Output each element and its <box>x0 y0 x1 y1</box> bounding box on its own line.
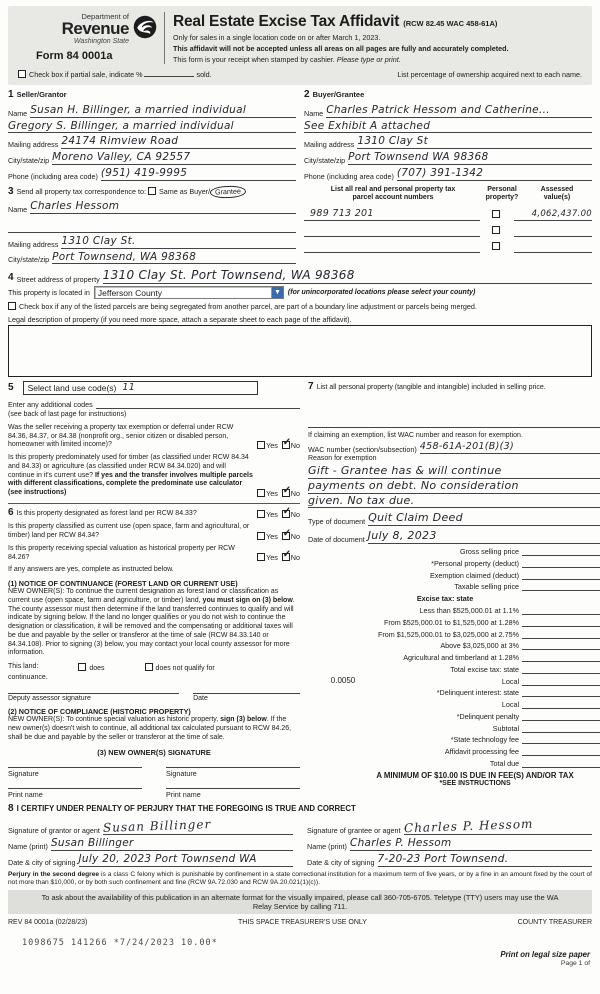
grantee-circled-annotation: Grantee <box>210 185 246 198</box>
county-selected-value: Jefferson County <box>97 287 163 298</box>
section-7-number: 7 <box>308 381 314 393</box>
timber-question-bold: If yes and the transfer involves multiple parcels with different classifications, complete the predominate use calculator (see instructions) <box>8 471 253 497</box>
tax-row-label: Local <box>501 700 520 709</box>
certify-statement: I CERTIFY UNDER PENALTY OF PERJURY THAT THE FOREGOING IS TRUE AND CORRECT <box>16 803 356 813</box>
parcel-header-3a: Assessed <box>540 185 574 193</box>
grantor-signature-label: Signature of grantor or agent <box>8 826 100 836</box>
grantor-print-input[interactable] <box>51 838 293 851</box>
q2-no-checkbox[interactable]: ✓ <box>282 484 292 496</box>
correspondence-name-input[interactable] <box>30 201 296 214</box>
legal-description-label: Legal description of property (if you need more space, attach a separate sheet to each page of the affidavit). <box>8 315 352 325</box>
seller-phone-value: (951) 419-9995 <box>100 166 188 179</box>
tax-row <box>308 711 600 721</box>
tax-row-amount <box>522 652 600 662</box>
q3-no-checkbox[interactable]: ✓ <box>282 506 292 518</box>
does-not-checkbox[interactable] <box>145 663 153 671</box>
tax-row-label: *Personal property (deduct) <box>431 558 520 568</box>
tax-row <box>308 605 600 615</box>
yes-label: Yes <box>266 441 278 451</box>
q1-yes-checkbox[interactable] <box>257 441 265 449</box>
tax-row-label: Less than $525,000.01 at 1.1% <box>419 606 520 615</box>
q4-yes-checkbox[interactable] <box>257 532 265 540</box>
tax-row <box>308 699 600 709</box>
tax-row-label: Above $3,025,000 at 3% <box>440 641 520 651</box>
page-title: Real Estate Excise Tax Affidavit <box>173 13 400 30</box>
correspondence-name-value: Charles Hessom <box>30 200 120 213</box>
partial-sale-percent-input[interactable] <box>144 76 194 77</box>
tax-row <box>308 734 600 744</box>
date-of-document-input[interactable] <box>368 529 600 544</box>
tax-row <box>308 652 600 662</box>
excise-tax-state-header: Excise tax: state <box>416 594 474 604</box>
tax-row-amount <box>522 734 600 744</box>
assessed-value-value: 4,062,437.00 <box>531 209 592 220</box>
grantor-print-label: Name (print) <box>8 842 48 852</box>
tax-row-amount <box>522 581 600 591</box>
tax-row-amount <box>522 640 600 650</box>
this-land-label: This land: <box>8 663 39 671</box>
does-label: does <box>89 665 105 673</box>
tax-row-amount <box>522 546 600 556</box>
buyer-mailing-label: Mailing address <box>304 140 355 150</box>
seller-city-input[interactable] <box>52 152 296 165</box>
assessed-value-input[interactable] <box>514 243 592 253</box>
buyer-name-label: Name <box>304 108 324 118</box>
correspondence-mailing-input[interactable] <box>61 236 296 249</box>
grantee-date-value: 7-20-23 Port Townsend. <box>377 853 509 866</box>
tax-row <box>308 746 600 756</box>
perjury-statement <box>8 871 592 887</box>
parcel-number-input[interactable] <box>304 243 480 253</box>
cashier-stamp: 1098675 141266 *7/24/2023 10.00* <box>22 937 218 948</box>
tax-row-amount <box>522 758 600 768</box>
parcel-header-2b: property? <box>485 194 519 202</box>
tax-row-label: From $525,000.01 to $1,525,000 at 1.28% <box>383 617 520 627</box>
correspondence-city-value: Port Townsend, WA 98368 <box>52 250 197 263</box>
parcel-number-input[interactable] <box>304 208 480 221</box>
seller-mailing-input[interactable] <box>61 136 296 149</box>
perjury-bold: Perjury in the second degree <box>8 870 100 878</box>
tax-row-label: *Delinquent interest: state <box>436 688 520 698</box>
buyer-name2-input[interactable] <box>304 121 592 134</box>
grantee-date-label: Date & city of signing <box>307 857 375 867</box>
reason-line: payments on debt. No consideration <box>308 478 519 492</box>
seller-city-label: City/state/zip <box>8 155 50 165</box>
land-use-section: 5 Select land use code(s) 11 Enter any additional codes (see back of last page for instructions) Was the seller receiving a property tax exemption or deferral under RCW 84.36, 84.37, or 84.38 (nonprofit org., senior citizen or disabled person, homeowner with limited income)? Yes ✓ No Is this property predominately used for timber (as classified under RCW 84.34 and 84.33) or agriculture (as classified under RCW 84.34.020) and will continue in it's current use? If yes and the transfer involves multiple parcels with different classifications, complete the predominate use calculator (see instructions) Yes ✓ No <box>8 381 300 498</box>
exemption-deferral-question: Was the seller receiving a property tax exemption or deferral under RCW 84.36, 84.37, or 84.38 (nonprofit org., senior citizen or disabled person, homeowner with limited income)? <box>8 423 234 449</box>
seller-mailing-label: Mailing address <box>8 140 59 150</box>
forest-land-question: Is this property designated as forest land per RCW 84.33? <box>16 509 197 517</box>
buyer-mailing-input[interactable] <box>357 136 592 149</box>
tax-computation-table <box>308 546 600 789</box>
buyer-name-value: Charles Patrick Hessom and Catherine... <box>326 103 550 116</box>
grantee-signature-value: Charles P. Hessom <box>403 817 534 836</box>
grantee-print-value: Charles P. Hessom <box>349 837 452 850</box>
tax-row <box>308 675 600 685</box>
section-8-number: 8 <box>8 802 14 814</box>
dor-swirl-icon <box>132 14 158 40</box>
section-1-number: 1 <box>8 89 14 101</box>
same-as-label: Same as Buyer/ <box>158 186 211 196</box>
notice-compliance-bold: sign (3) below <box>220 716 267 724</box>
notice-continuance-bold: you must sign on (3) below <box>202 596 293 604</box>
q2-yes-checkbox[interactable] <box>257 489 265 497</box>
tax-row <box>308 546 600 556</box>
reason-lines[interactable] <box>308 464 600 508</box>
owner-signature-line-2[interactable]: Signature <box>166 767 300 778</box>
tax-row-amount <box>522 746 600 756</box>
date-of-document-value: July 8, 2023 <box>367 529 437 542</box>
certification-section <box>8 803 592 867</box>
timber-question: Is this property predominately used for timber (as classified under RCW 84.34 and 84.33) or agriculture (as classified under RCW 84.34.020) and will continue in it's current use? <box>8 454 249 479</box>
header-note-2: This affidavit will not be accepted unless all areas on all pages are fully and accurately completed. <box>173 44 509 54</box>
buyer-city-label: City/state/zip <box>304 155 346 165</box>
located-in-label: This property is located in <box>8 288 90 298</box>
type-of-document-input[interactable] <box>368 511 600 526</box>
seller-city-value: Moreno Valley, CA 92557 <box>52 151 191 164</box>
see-instructions-note: *SEE INSTRUCTIONS <box>439 780 511 788</box>
parcel-number-input[interactable] <box>304 227 480 237</box>
exemption-note: If claiming an exemption, list WAC number and reason for exemption. <box>308 431 523 439</box>
form-number: Form 84 0001a <box>36 50 113 63</box>
parcel-header-1b: parcel account numbers <box>352 194 434 202</box>
chevron-down-icon[interactable]: ▼ <box>271 287 283 298</box>
historic-property-question: Is this property receiving special valuation as historical property per RCW 84.26? <box>8 544 235 561</box>
tax-row <box>308 722 600 732</box>
county-treasurer-label: COUNTY TREASURER <box>517 919 592 927</box>
buyer-name2-value: See Exhibit A attached <box>304 119 431 132</box>
q5-yes-checkbox[interactable] <box>257 553 265 561</box>
parcel-row <box>304 242 592 253</box>
correspondence-label: Send all property tax correspondence to: <box>16 186 147 196</box>
q5-no-checkbox[interactable]: ✓ <box>282 549 292 561</box>
current-use-question: Is this property classified as current use (open space, farm and agricultural, or timber) land per RCW 84.34? <box>8 523 250 540</box>
form-header <box>8 6 592 85</box>
tax-row <box>308 628 600 638</box>
print-legal-size-note: Print on legal size paper <box>500 949 590 959</box>
tax-row-label: Affidavit processing fee <box>444 747 520 756</box>
tax-row-amount <box>522 569 600 579</box>
partial-sale-checkbox[interactable] <box>18 70 26 78</box>
grantee-print-input[interactable] <box>350 838 592 851</box>
tax-correspondence-section <box>8 186 296 265</box>
tax-row-amount <box>522 664 600 674</box>
instructions-note: (see back of last page for instructions) <box>8 411 127 419</box>
reason-line: Gift - Grantee has & will continue <box>308 464 502 477</box>
buyer-name-input[interactable] <box>326 105 592 118</box>
if-yes-note: If any answers are yes, complete as instructed below. <box>8 566 174 574</box>
seller-mailing-value: 24174 Rimview Road <box>61 135 179 148</box>
parcel-row <box>304 208 592 221</box>
tax-row-label: From $1,525,000.01 to $3,025,000 at 2.75% <box>378 629 520 639</box>
tax-row-amount <box>522 605 600 615</box>
owner-print-name-line-1[interactable]: Print name <box>8 788 142 799</box>
property-address-section <box>8 268 592 377</box>
grantee-date-input[interactable] <box>378 854 592 867</box>
legal-description-input[interactable] <box>8 325 592 377</box>
new-owners-signature-title: (3) NEW OWNER(S) SIGNATURE <box>97 747 211 757</box>
section-2-number: 2 <box>304 89 310 101</box>
additional-codes-label: Enter any additional codes <box>8 400 93 410</box>
seller-phone-label: Phone (including area code) <box>8 171 98 181</box>
seller-name-value: Susan H. Billinger, a married individual <box>30 103 247 116</box>
does-checkbox[interactable] <box>78 663 86 671</box>
parcel-header-1a: List all real and personal property tax <box>330 185 456 193</box>
parcel-rows <box>304 208 592 252</box>
tax-row <box>308 569 600 579</box>
county-note: (for unincorporated locations please select your county) <box>287 288 476 296</box>
correspondence-name2-input[interactable] <box>8 224 296 233</box>
sold-label: sold. <box>196 70 212 80</box>
tax-row-amount <box>522 628 600 638</box>
buyer-grantee-section <box>304 89 592 180</box>
parcel-row <box>304 226 592 237</box>
q1-no-checkbox[interactable]: ✓ <box>282 437 292 449</box>
buyer-mailing-value: 1310 Clay St <box>357 135 429 148</box>
wac-number-input[interactable] <box>420 441 600 454</box>
tax-row-label: Gross selling price <box>459 547 520 556</box>
grantee-signature-input[interactable] <box>404 819 592 835</box>
notice-continuance-title: (1) NOTICE OF CONTINUANCE (FOREST LAND OR CURRENT USE) <box>8 579 238 589</box>
additional-codes-input[interactable] <box>96 400 300 409</box>
correspondence-name-label: Name <box>8 204 28 214</box>
street-address-label: Street address of property <box>16 275 100 285</box>
grantor-print-value: Susan Billinger <box>50 837 134 850</box>
owner-signature-line-1[interactable]: Signature <box>8 767 142 778</box>
reason-for-exemption-label: Reason for exemption <box>308 455 377 463</box>
section-2-title: Buyer/Grantee <box>312 90 365 100</box>
page-number: Page 1 of <box>560 959 590 967</box>
seller-name2-input[interactable] <box>8 121 296 134</box>
rev-number: REV 84 0001a (02/28/23) <box>8 919 88 927</box>
correspondence-city-label: City/state/zip <box>8 255 50 265</box>
parcel-number-value: 989 713 201 <box>310 208 374 220</box>
personal-property-section <box>308 381 600 799</box>
section-6-number: 6 <box>8 506 14 518</box>
wac-number-label: WAC number (section/subsection) <box>308 445 417 455</box>
perjury-rest: is a class C felony which is punishable by confinement in a state correctional institution for a maximum term of five years, or by a fine in an amount fixed by the court of not more than $10,000, or by both such confinement and fine (RCW 9A.72.030 and RCW 9A.20.021(1)(c)). <box>8 870 593 886</box>
tax-row <box>308 687 600 697</box>
grantee-print-label: Name (print) <box>307 842 347 852</box>
type-of-document-label: Type of document <box>308 517 366 526</box>
notice-continuance-body2: . The county assessor must then determine if the land transferred continues to qualify and will indicate by signing below. If the land no longer qualifies or you do not wish to continue the designation or classification, it will be removed and the compensating or additional taxes will be due and payable by the seller or transferor at the time of sale (RCW 84.33.140 or 84.34.108). Prior to signing (3) below, you may contact your local county assessor for more information. <box>8 596 295 657</box>
assessed-value-input[interactable] <box>514 209 592 221</box>
tax-row <box>308 581 600 591</box>
grantor-date-input[interactable] <box>79 854 293 867</box>
tax-row <box>308 558 600 568</box>
minimum-due-note: A MINIMUM OF $10.00 IS DUE IN FEE(S) AND/OR TAX <box>376 770 574 780</box>
assessed-value-input[interactable] <box>514 227 592 237</box>
tax-row-label: Taxable selling price <box>454 582 520 592</box>
wac-number-value: 458-61A-201(B)(3) <box>419 441 514 453</box>
segregated-label: Check box if any of the listed parcels are being segregated from another parcel, are part of a boundary line adjustment or parcels being merged. <box>19 302 477 312</box>
grantor-date-value: July 20, 2023 Port Townsend WA <box>78 853 257 866</box>
accessibility-note: To ask about the availability of this publication in an alternate format for the visually impaired, please call 360-705-6705. Teletype (TTY) users may use the WA Relay Service by calling 711. <box>8 890 592 915</box>
section-1-title: Seller/Grantor <box>16 90 67 100</box>
forest-land-section: 6 Is this property designated as forest land per RCW 84.33? Yes ✓ No Is this property classified as current use (open space, farm and agricultural, or timber) land per RCW 84.34? Yes ✓ No Is this property receiving special valuation as historical property per RCW 84.26? Yes ✓ No If any answers are yes, complete as instructed below. (1) NOTICE OF CONTINUANCE (FOREST LAND OR CURRENT USE) NEW OWNER(S): To continue the current designation as forest land or classification as current use (open space, farm and agriculture, or timber) land, you must sign on (3) below. The county assessor must then determine if the land transferred continues to qualify and will indicate by signing below. If the land no longer qualifies or you do not wish to continue the designation or classification, it will be removed and the compensating or additional taxes will be due and payable by the seller or transferor at the time of sale (RCW 84.33.140 or 84.34.108). Prior to signing (3) below, you may contact your local county assessor for more information. This land: does does not qualify for continuance. Deputy assessor signature Date (2) NOTICE OF COMPLIANCE (HISTORIC PROPERTY) NEW OWNER(S): To continue special valuation as historic property, sign (3) below. If the new owner(s) doesn't wish to continue, all additional tax calculated pursuant to RCW 84.26, shall be due and payable by the seller or transferor at the time of sale. (3) NEW OWNER(S) SIGNATURE Signature Signature Print name Print name <box>8 506 300 799</box>
seller-name-label: Name <box>8 108 28 118</box>
buyer-city-value: Port Townsend WA 98368 <box>348 151 489 164</box>
land-use-label: Select land use code(s) <box>27 382 117 393</box>
buyer-city-input[interactable] <box>348 152 592 165</box>
date-of-document-label: Date of document <box>308 534 365 544</box>
tax-row-amount <box>522 722 600 732</box>
buyer-phone-label: Phone (including area code) <box>304 171 394 181</box>
continuance-label: continuance. <box>8 673 48 681</box>
grantor-date-label: Date & city of signing <box>8 857 76 867</box>
header-note-1: Only for sales in a single location code on or after March 1, 2023. <box>173 33 381 43</box>
section-5-number: 5 <box>8 381 14 393</box>
tax-row <box>308 664 600 674</box>
street-address-input[interactable] <box>103 268 592 284</box>
tax-row-label: Local <box>501 676 520 686</box>
street-address-value: 1310 Clay St. Port Townsend, WA 98368 <box>102 268 355 283</box>
parcel-numbers-section <box>304 186 592 265</box>
tax-row-amount <box>522 617 600 627</box>
tax-row <box>308 640 600 650</box>
section-4-number: 4 <box>8 271 14 283</box>
personal-property-checkbox[interactable] <box>492 242 500 250</box>
correspondence-mailing-label: Mailing address <box>8 239 59 249</box>
grantor-signature-value: Susan Billinger <box>102 817 212 836</box>
tax-row-label: *Delinquent penalty <box>456 711 520 721</box>
tax-row-amount <box>522 699 600 709</box>
notice-continuance-body: NEW OWNER(S): To continue the current designation as forest land or classification as current use (open space, farm and agriculture, or timber) land, <box>8 588 279 604</box>
land-use-code-select[interactable] <box>23 381 258 395</box>
parcel-header-3b: value(s) <box>543 194 571 202</box>
section-3-number: 3 <box>8 185 14 197</box>
q3-yes-checkbox[interactable] <box>257 510 265 518</box>
seller-name2-value: Gregory S. Billinger, a married individual <box>8 119 234 132</box>
dor-logo <box>16 12 164 64</box>
ownership-note: List percentage of ownership acquired next to each name. <box>397 70 582 80</box>
land-use-value: 11 <box>122 382 136 394</box>
does-not-label: does not qualify for <box>155 665 215 673</box>
county-dropdown[interactable] <box>94 286 284 299</box>
seller-grantor-section <box>8 89 296 180</box>
q4-no-checkbox[interactable]: ✓ <box>282 527 292 539</box>
header-note-3-italic: Please type or print. <box>336 55 401 65</box>
reason-line: given. No tax due. <box>308 493 415 507</box>
owner-print-name-line-2[interactable]: Print name <box>166 788 300 799</box>
dept-of-label: Department of <box>81 12 129 21</box>
correspondence-city-input[interactable] <box>52 252 296 265</box>
tax-row-label: Agricultural and timberland at 1.28% <box>403 653 520 662</box>
no-label: No <box>290 441 300 451</box>
tax-row-label: Total excise tax: state <box>450 664 520 674</box>
seller-name-input[interactable] <box>30 105 296 118</box>
revenue-wordmark: Revenue <box>61 19 129 39</box>
notice-compliance-body2: . If the new owner(s) doesn't wish to continue, all additional tax calculated pursuant to RCW 84.26, shall be due and payable by the seller or transferor at the time of sale. <box>8 716 292 741</box>
parcel-header-2a: Personal <box>487 185 517 193</box>
deputy-assessor-signature-line[interactable]: Deputy assessor signature <box>8 693 179 704</box>
personal-property-label: List all personal property (tangible and intangible) included in selling price. <box>316 384 546 392</box>
treasurer-use-label: THIS SPACE TREASURER'S USE ONLY <box>238 919 367 927</box>
deputy-date-line[interactable]: Date <box>193 693 300 704</box>
personal-property-input[interactable] <box>308 394 600 428</box>
grantor-signature-input[interactable] <box>103 819 293 835</box>
tax-row-label: Exemption claimed (deduct) <box>429 570 520 580</box>
tax-row <box>308 758 600 768</box>
tax-row <box>308 617 600 627</box>
personal-property-checkbox[interactable] <box>492 226 500 234</box>
personal-property-checkbox[interactable] <box>492 210 500 218</box>
tax-row-amount <box>522 687 600 697</box>
tax-row-amount <box>522 675 600 685</box>
notice-compliance-body: NEW OWNER(S): To continue special valuation as historic property, <box>8 716 221 724</box>
buyer-phone-input[interactable] <box>397 168 592 181</box>
grantee-signature-label: Signature of grantee or agent <box>307 826 401 836</box>
tax-row-label: Subtotal <box>492 723 520 733</box>
partial-sale-label: Check box if partial sale, indicate % <box>29 70 143 80</box>
segregated-checkbox[interactable] <box>8 302 16 310</box>
header-note-3: This form is your receipt when stamped by cashier. <box>173 55 337 65</box>
same-as-buyer-checkbox[interactable] <box>148 187 156 195</box>
rcw-reference: (RCW 82.45 WAC 458-61A) <box>403 19 498 28</box>
washington-state-label: Washington State <box>73 37 129 45</box>
seller-phone-input[interactable] <box>101 168 296 181</box>
type-of-document-value: Quit Claim Deed <box>368 511 463 525</box>
tax-row-label: *State technology fee <box>450 735 520 745</box>
tax-row-amount <box>522 558 600 568</box>
correspondence-mailing-value: 1310 Clay St. <box>61 234 136 247</box>
notice-compliance-title: (2) NOTICE OF COMPLIANCE (HISTORIC PROPERTY) <box>8 707 191 717</box>
local-rate-value: 0.0050 <box>330 675 356 685</box>
tax-row-label: Total due <box>489 758 520 768</box>
tax-row-amount <box>522 711 600 721</box>
buyer-phone-value: (707) 391-1342 <box>396 166 484 179</box>
